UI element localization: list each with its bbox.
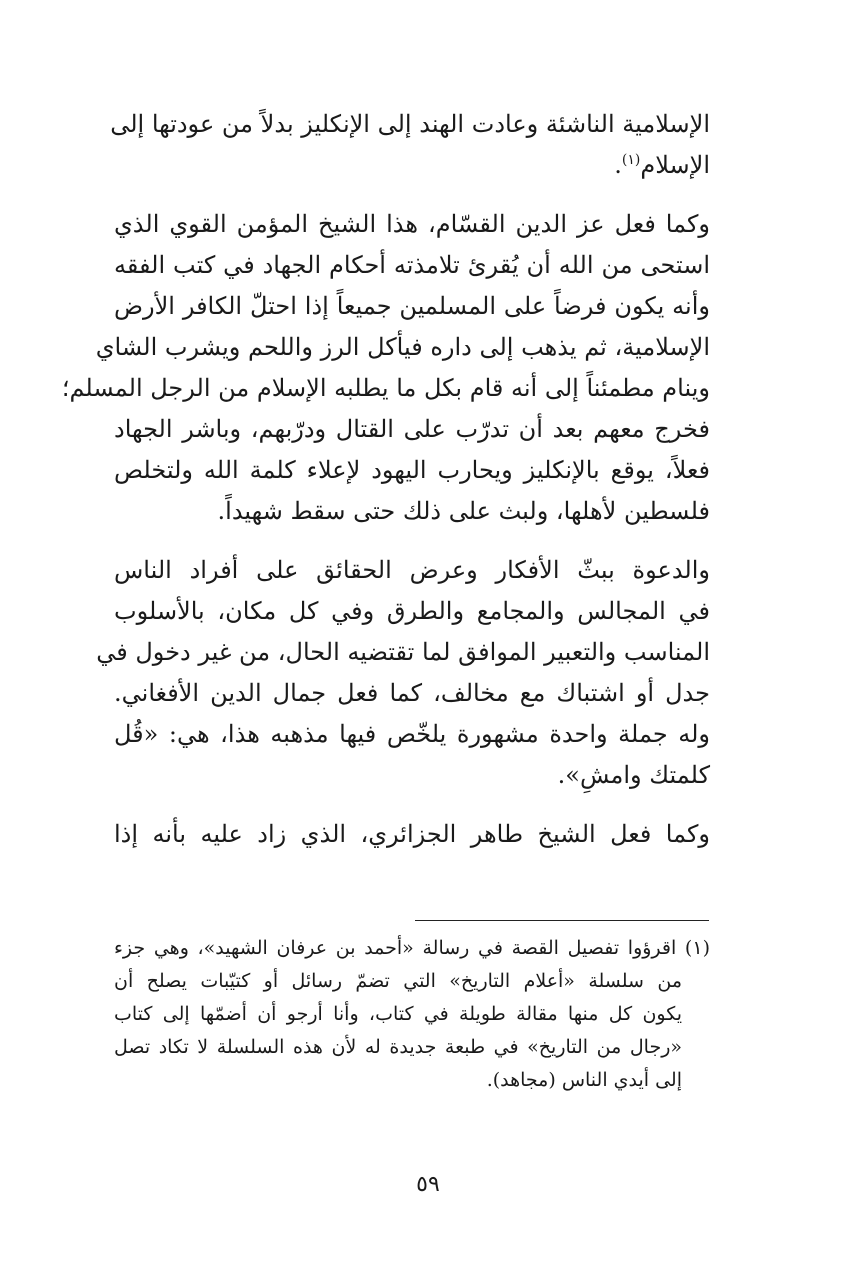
text-fragment: . [614,151,622,179]
text-line: فخرج معهم بعد أن تدرّب على القتال ودرّبهم، وباشر الجهاد [114,415,710,443]
footnote-separator [415,920,709,921]
footnote-reference[interactable]: (١) [621,152,641,168]
paragraph-1 [110,104,710,186]
text-line: وكما فعل الشيخ طاهر الجزائري، الذي زاد عليه بأنه إذا [114,820,710,848]
footnote-line: يكون كل منها مقالة طويلة في كتاب، وأنا أرجو أن أضمّها إلى كتاب [114,1003,682,1025]
footnote [114,932,710,1097]
main-text [61,104,710,873]
text-line: فعلاً، يوقع بالإنكليز ويحارب اليهود لإعلاء كلمة الله ولتخلص [114,456,710,484]
text-line: جدل أو اشتباك مع مخالف، كما فعل جمال الدين الأفغاني. [114,679,710,707]
text-line: كلمتك وامشِ». [557,761,710,789]
text-line: في المجالس والمجامع والطرق وفي كل مكان، بالأسلوب [114,597,710,625]
text-line: استحى من الله أن يُقرئ تلامذته أحكام الجهاد في كتب الفقه [114,251,710,279]
text-line: فلسطين لأهلها، ولبث على ذلك حتى سقط شهيداً. [217,497,710,525]
paragraph-2 [61,204,710,532]
text-line: الإسلامية الناشئة وعادت الهند إلى الإنكليز بدلاً من عودتها إلى [110,110,710,138]
text-line: وله جملة واحدة مشهورة يلخّص فيها مذهبه هذا، هي: «قُل [114,720,710,748]
footnote-line: «رجال من التاريخ» في طبعة جديدة له لأن هذه السلسلة لا تكاد تصل [114,1036,682,1058]
paragraph-3 [96,550,710,796]
footnote-line: (١) اقرؤوا تفصيل القصة في رسالة «أحمد بن عرفان الشهيد»، وهي جزء [114,937,710,959]
text-line: الإسلامية، ثم يذهب إلى داره فيأكل الرز واللحم ويشرب الشاي [95,333,710,361]
text-line: وينام مطمئناً إلى أنه قام بكل ما يطلبه الإسلام من الرجل المسلم؛ [61,374,710,402]
page-number: ٥٩ [416,1172,440,1197]
text-fragment: الإسلام [640,151,710,179]
footnote-line: من سلسلة «أعلام التاريخ» التي تضمّ رسائل أو كتيّبات يصلح أن [114,970,682,992]
text-line: وأنه يكون فرضاً على المسلمين جميعاً إذا احتلّ الكافر الأرض [114,292,710,320]
text-line [114,145,710,186]
text-line: وكما فعل عز الدين القسّام، هذا الشيخ المؤمن القوي الذي [114,210,710,238]
text-line: والدعوة ببثّ الأفكار وعرض الحقائق على أفراد الناس [114,556,710,584]
footnote-line: إلى أيدي الناس (مجاهد). [486,1069,682,1091]
text-line: المناسب والتعبير الموافق لما تقتضيه الحال، من غير دخول في [96,638,710,666]
paragraph-4 [114,814,710,855]
